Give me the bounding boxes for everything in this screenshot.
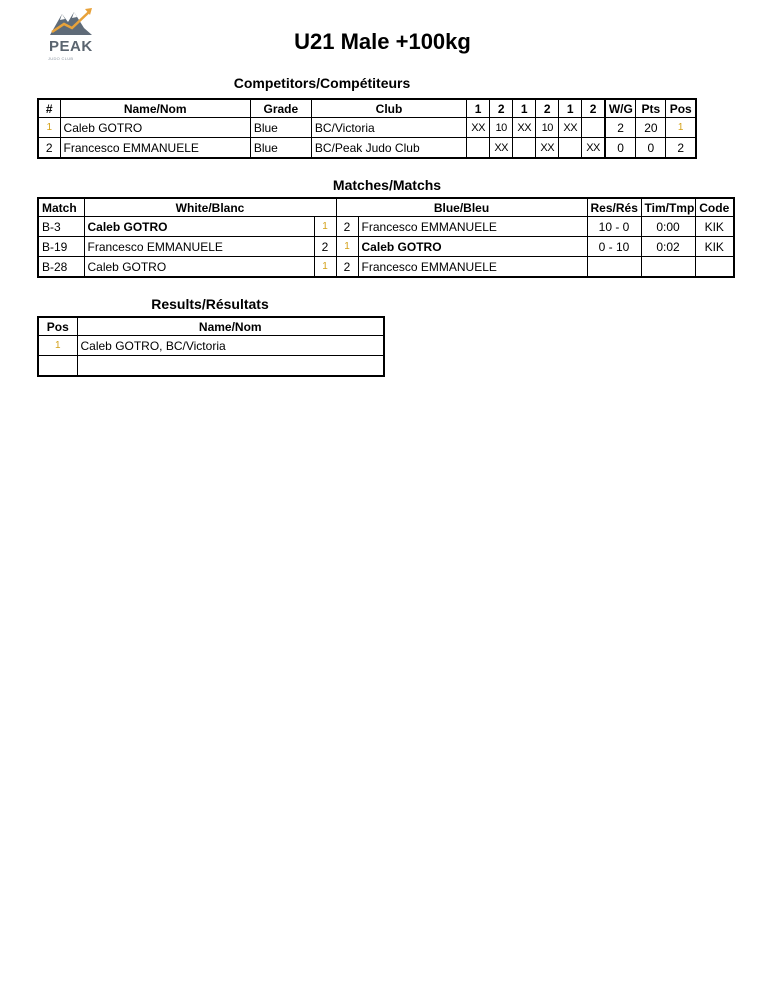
matches-heading: Matches/Matchs xyxy=(332,177,442,193)
white-number: 1 xyxy=(314,257,336,278)
score-cell: XX xyxy=(513,118,536,138)
competitor-pts: 0 xyxy=(636,138,666,159)
score-cell xyxy=(467,138,490,159)
competitor-grade: Blue xyxy=(250,118,311,138)
match-result: 10 - 0 xyxy=(587,217,641,237)
score-cell xyxy=(582,118,605,138)
white-number: 1 xyxy=(314,217,336,237)
competitor-club: BC/Victoria xyxy=(311,118,466,138)
match-time: 0:00 xyxy=(641,217,695,237)
table-row xyxy=(38,336,384,356)
score-cell: XX xyxy=(490,138,513,159)
white-player: Francesco EMMANUELE xyxy=(84,237,314,257)
score-cell: 10 xyxy=(490,118,513,138)
competitor-number: 1 xyxy=(38,118,60,138)
table-row xyxy=(38,118,696,138)
col-header-white: White/Blanc xyxy=(84,198,336,217)
col-header-wg: W/G xyxy=(605,99,636,118)
score-cell: XX xyxy=(582,138,605,159)
page-title: U21 Male +100kg xyxy=(294,29,471,54)
score-cell: XX xyxy=(536,138,559,159)
col-header-pts: Pts xyxy=(636,99,666,118)
col-header-num: # xyxy=(38,99,60,118)
white-player: Caleb GOTRO xyxy=(84,257,314,278)
match-id: B-28 xyxy=(38,257,84,278)
match-id: B-3 xyxy=(38,217,84,237)
result-name: Caleb GOTRO, BC/Victoria xyxy=(77,336,384,356)
table-row xyxy=(38,237,734,257)
results-heading: Results/Résultats xyxy=(151,296,269,312)
competitor-club: BC/Peak Judo Club xyxy=(311,138,466,159)
blue-number: 2 xyxy=(336,217,358,237)
score-cell xyxy=(559,138,582,159)
competitor-number: 2 xyxy=(38,138,60,159)
competitor-pos: 1 xyxy=(666,118,696,138)
col-header-score-2: 2 xyxy=(490,99,513,118)
score-cell: XX xyxy=(467,118,490,138)
table-row xyxy=(38,257,734,278)
match-result xyxy=(587,257,641,278)
table-row xyxy=(38,356,384,377)
blue-number: 2 xyxy=(336,257,358,278)
col-header-name: Name/Nom xyxy=(60,99,250,118)
competitor-grade: Blue xyxy=(250,138,311,159)
col-header-club: Club xyxy=(311,99,466,118)
white-player: Caleb GOTRO xyxy=(84,217,314,237)
competitor-wg: 0 xyxy=(605,138,636,159)
competitor-pos: 2 xyxy=(666,138,696,159)
col-header-code: Code xyxy=(695,198,734,217)
result-name xyxy=(77,356,384,377)
match-code xyxy=(695,257,734,278)
table-row xyxy=(38,217,734,237)
col-header-pos: Pos xyxy=(666,99,696,118)
col-header-match: Match xyxy=(38,198,84,217)
col-header-name: Name/Nom xyxy=(77,317,384,336)
competitors-heading: Competitors/Compétiteurs xyxy=(233,75,411,91)
matches-header-row xyxy=(38,198,734,217)
score-cell: 10 xyxy=(536,118,559,138)
logo-wordmark: PEAK xyxy=(49,38,93,55)
results-table xyxy=(37,316,385,377)
blue-player: Francesco EMMANUELE xyxy=(358,217,587,237)
blue-player: Francesco EMMANUELE xyxy=(358,257,587,278)
col-header-result: Res/Rés xyxy=(587,198,641,217)
match-result: 0 - 10 xyxy=(587,237,641,257)
match-code: KIK xyxy=(695,217,734,237)
match-code: KIK xyxy=(695,237,734,257)
competitor-name: Francesco EMMANUELE xyxy=(60,138,250,159)
table-row xyxy=(38,138,696,159)
score-cell: XX xyxy=(559,118,582,138)
col-header-time: Tim/Tmp xyxy=(641,198,695,217)
col-header-blue: Blue/Bleu xyxy=(336,198,587,217)
competitors-header-row xyxy=(38,99,696,118)
matches-table xyxy=(37,197,735,278)
blue-player: Caleb GOTRO xyxy=(358,237,587,257)
col-header-score-6: 2 xyxy=(582,99,605,118)
col-header-score-5: 1 xyxy=(559,99,582,118)
match-id: B-19 xyxy=(38,237,84,257)
col-header-pos: Pos xyxy=(38,317,77,336)
results-header-row xyxy=(38,317,384,336)
competitor-wg: 2 xyxy=(605,118,636,138)
white-number: 2 xyxy=(314,237,336,257)
col-header-grade: Grade xyxy=(250,99,311,118)
score-cell xyxy=(513,138,536,159)
competitor-pts: 20 xyxy=(636,118,666,138)
match-time: 0:02 xyxy=(641,237,695,257)
logo-subtitle: JUDO CLUB xyxy=(48,56,74,61)
competitor-name: Caleb GOTRO xyxy=(60,118,250,138)
col-header-score-3: 1 xyxy=(513,99,536,118)
result-position: 1 xyxy=(38,336,77,356)
blue-number: 1 xyxy=(336,237,358,257)
col-header-score-1: 1 xyxy=(467,99,490,118)
result-position xyxy=(38,356,77,377)
match-time xyxy=(641,257,695,278)
col-header-score-4: 2 xyxy=(536,99,559,118)
competitors-table xyxy=(37,98,697,159)
